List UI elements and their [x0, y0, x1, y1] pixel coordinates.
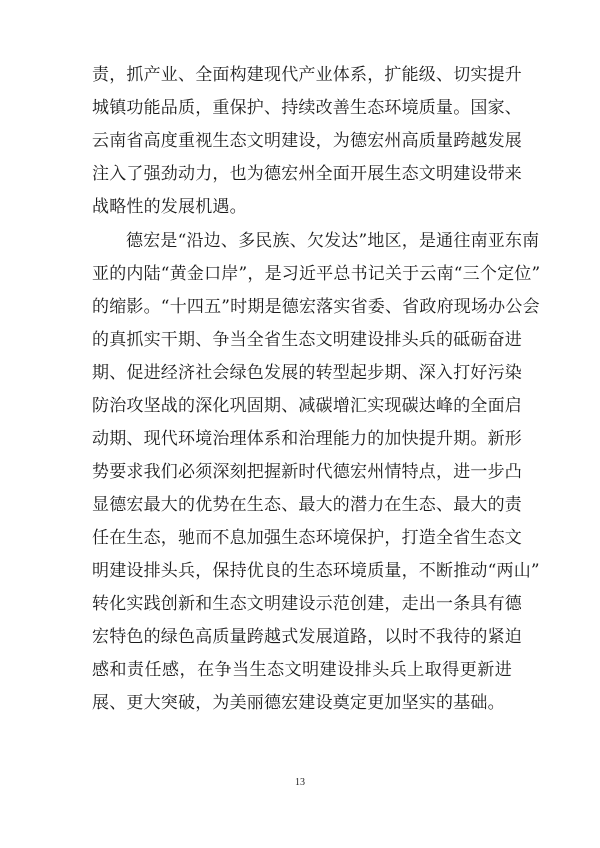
- paragraph-line: 动期、现代环境治理体系和治理能力的加快提升期。新形: [92, 429, 522, 449]
- paragraph-line: 势要求我们必须深刻把握新时代德宏州情特点，进一步凸: [92, 462, 522, 482]
- paragraph-line: 注入了强劲动力，也为德宏州全面开展生态文明建设带来: [92, 164, 522, 184]
- paragraph-line: 期、促进经济社会绿色发展的转型起步期、深入打好污染: [92, 363, 522, 383]
- paragraph-line: 展、更大突破，为美丽德宏建设奠定更加坚实的基础。: [92, 693, 505, 713]
- paragraph-line: 的真抓实干期、争当全省生态文明建设排头兵的砥砺奋进: [92, 330, 522, 350]
- paragraph-line: 宏特色的绿色高质量跨越式发展道路，以时不我待的紧迫: [92, 627, 522, 647]
- paragraph-line: 明建设排头兵，保持优良的生态环境质量，不断推动“两山”: [92, 561, 540, 581]
- paragraph-line: 战略性的发展机遇。: [92, 197, 247, 217]
- paragraph-line: 显德宏最大的优势在生态、最大的潜力在生态、最大的责: [92, 495, 522, 515]
- paragraph-line: 云南省高度重视生态文明建设，为德宏州高质量跨越发展: [92, 131, 522, 151]
- paragraph-line: 任在生态，驰而不息加强生态环境保护，打造全省生态文: [92, 528, 522, 548]
- paragraph-line: 转化实践创新和生态文明建设示范创建，走出一条具有德: [92, 594, 522, 614]
- paragraph-line: 感和责任感，在争当生态文明建设排头兵上取得更新进: [92, 660, 512, 680]
- page-number: 13: [295, 777, 305, 788]
- paragraph-line: 德宏是“沿边、多民族、欠发达”地区，是通往南亚东南: [126, 231, 540, 251]
- paragraph-line: 责，抓产业、全面构建现代产业体系，扩能级、切实提升: [92, 65, 522, 85]
- paragraph-line: 城镇功能品质，重保护、持续改善生态环境质量。国家、: [92, 98, 522, 118]
- paragraph-line: 亚的内陆“黄金口岸”，是习近平总书记关于云南“三个定位”: [92, 264, 541, 284]
- paragraph-line: 的缩影。“十四五”时期是德宏落实省委、省政府现场办公会: [92, 297, 540, 317]
- paragraph-line: 防治攻坚战的深化巩固期、减碳增汇实现碳达峰的全面启: [92, 396, 522, 416]
